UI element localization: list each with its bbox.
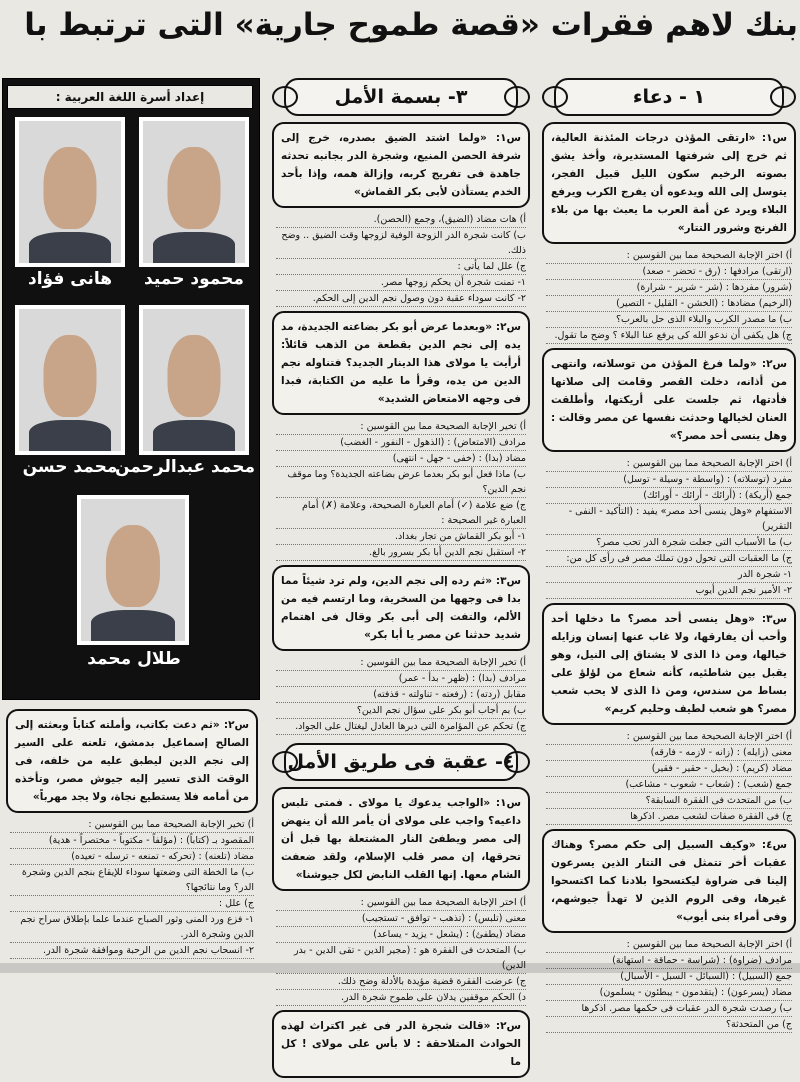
right-column xyxy=(540,70,798,1035)
answer-block xyxy=(276,895,526,1006)
answer-line: ١- تمنت شجرة أن يحكم زوجها مصر. xyxy=(276,275,526,291)
answer-line: ب) ما مصدر الكرب والبلاء الذى حل بالعرب؟ xyxy=(546,312,792,328)
page-headline: بنك لاهم فقرات «قصة طموح جارية» التى ترتبط با xyxy=(24,7,798,43)
answer-line: جمع (أريكة) : (أرائك - أرائك - أورائك) xyxy=(546,488,792,504)
answer-line: ج) علل لما يأتى : xyxy=(276,259,526,275)
answer-line: أ) هات مضاد (الضيق)، وجمع (الحصن). xyxy=(276,212,526,228)
answer-line: أ) اختر الإجابة الصحيحة مما بين القوسين : xyxy=(546,729,792,745)
answer-block xyxy=(276,655,526,735)
answer-block xyxy=(10,817,254,959)
answer-line: ب) ما الخطة التى وضعتها سوداء للإيقاع بنجم الدين وشجرة الدر؟ وما نتائجها؟ xyxy=(10,865,254,896)
answer-line: مقابل (ردته) : (رفعته - تناولته - قذفته) xyxy=(276,687,526,703)
question-box: س٣: «ثم رده إلى نجم الدين، ولم ترد شيئاً مما بدا فى وجهها من السخرية، وما ارتسم فيه من الألم، والتفت إلى أبى بكر وقال فى اهتمام شديد حدثنا عن مصر يا أبا بكر» xyxy=(272,565,530,651)
answer-line: ٢- كانت سوداء عقبة دون وصول نجم الدين إلى الحكم. xyxy=(276,291,526,307)
answer-line: ب) ماذا فعل أبو بكر بعدما عرض بضاعته الجديدة؟ وما موقف نجم الدين؟ xyxy=(276,467,526,498)
answer-line: أ) اختر الإجابة الصحيحة مما بين القوسين : xyxy=(546,456,792,472)
question-box: س٢: «وبعدما عرض أبو بكر بضاعته الجديدة، مد يده إلى نجم الدين بقطعة من الذهب قائلاً: أرأيت يا مولاى هذا الدينار الجديد؟ فتناوله نجم الدين من يده، وقرأ ما عليه من الكتابة، فبدا فى وجهه الامتعاض الشديد» xyxy=(272,311,530,415)
section-title: ٤- عقبة فى طريق الأمل xyxy=(284,743,518,781)
answer-line: د) الحكم موقفين يدلان على طموح شجرة الدر. xyxy=(276,990,526,1006)
answer-line: أ) تخير الإجابة الصحيحة مما بين القوسين : xyxy=(276,655,526,671)
answer-line: مرادف (الامتعاض) : (الذهول - النفور - الغضب) xyxy=(276,435,526,451)
author-photo xyxy=(15,117,125,267)
answer-line: جمع (السبيل) : (السبائل - السبل - الأسبال) xyxy=(546,969,792,985)
author-name: طلال محمد xyxy=(87,649,181,669)
authors-photo-panel xyxy=(2,78,260,700)
answer-block xyxy=(546,729,792,825)
author-name: محمد عبدالرحمن xyxy=(114,457,255,477)
answer-line: ج) تحكم عن المؤامرة التى دبرها العادل ليغتال على الجواد. xyxy=(276,719,526,735)
answer-line: ج) هل يكفى أن ندعو الله كى يرفع عنا البلاء ؟ وضح ما تقول. xyxy=(546,328,792,344)
face-image xyxy=(43,335,96,417)
answer-line: مضاد (كريم) : (بخيل - حقير - فقير) xyxy=(546,761,792,777)
answer-line: ١- شجرة الدر xyxy=(546,567,792,583)
answer-line: مرادف (ضراوة) : (شراسة - حماقة - استهانة) xyxy=(546,953,792,969)
answer-line: أ) تخير الإجابة الصحيحة مما بين القوسين : xyxy=(276,419,526,435)
shirt-image xyxy=(153,232,235,263)
question-box: س١: «الواجب يدعوك يا مولاى . فمتى تلبس داعيه؟ واجب على مولاى أن يأمر الله أن ينهض إلى مصر ويطفئ النار المشتعلة بها قبل أن تحرقها، إن مصر قلب الإسلام، ولقد ضعفت الشام معها. إنها القلب النابض لكل جيوشنا» xyxy=(272,787,530,891)
answer-line: مرادف (بدا) : (ظهر - بدأ - عمر) xyxy=(276,671,526,687)
answer-line: الاستفهام «وهل ينسى أحد مصر» يفيد : (التأكيد - النفى - التقرير) xyxy=(546,504,792,535)
question-box: س٢: «ولما فرغ المؤذن من توسلاته، وانتهى من أذانه، دخلت القصر وقامت إلى صلاتها فأدتها، ثم جلست على أريكتها، وأطلقت العنان لخيالها وحدثت نفسها عن مصر وقالت : وهل ينسى أحد مصر؟» xyxy=(542,348,796,452)
answer-line: مضاد (بدا) : (خفى - جهل - انتهى) xyxy=(276,451,526,467)
middle-column xyxy=(270,70,532,1082)
answer-line: أ) تخير الإجابة الصحيحة مما بين القوسين : xyxy=(10,817,254,833)
answer-line: ب) بم أجاب أبو بكر على سؤال نجم الدين؟ xyxy=(276,703,526,719)
bottom-border xyxy=(0,963,800,973)
answer-block xyxy=(546,456,792,599)
author-photo xyxy=(15,305,125,455)
answer-block xyxy=(546,937,792,1033)
answer-line: مفرد (توسلاته) : (واسطة - وسيلة - توسل) xyxy=(546,472,792,488)
answer-line: ١- أبو بكر القماش من تجار بغداد. xyxy=(276,529,526,545)
author-name: محمد حسن xyxy=(22,457,118,477)
answer-line: معنى (تلبس) : (تذهب - توافق - تستجيب) xyxy=(276,911,526,927)
answer-line: ج) ضع علامة (✓) أمام العبارة الصحيحة، وعلامة (✗) أمام العبارة غير الصحيحة : xyxy=(276,498,526,529)
answer-line: ب) رصدت شجرة الدر عقبات فى حكمها مصر. اذكرها xyxy=(546,1001,792,1017)
answer-line: أ) اختر الإجابة الصحيحة مما بين القوسين : xyxy=(546,937,792,953)
answer-line: معنى (زايله) : (زانه - لازمه - فارقه) xyxy=(546,745,792,761)
answer-line: ج) من المتحدثة؟ xyxy=(546,1017,792,1033)
answer-line: (شرور) مفردها : (شر - شرير - شرارة) xyxy=(546,280,792,296)
answer-line: ١- فزع ورد المنى وثور الصباح عندما علما بإطلاق سراح نجم الدين وشجرة الدر. xyxy=(10,912,254,943)
answer-line: ٢- استقبل نجم الدين أبا بكر بسرور بالغ. xyxy=(276,545,526,561)
author-photo xyxy=(139,117,249,267)
answer-line: ٢- انسحاب نجم الدين من الرحبة وموافقة شجرة الدر. xyxy=(10,943,254,959)
answer-line: المقصود بـ (كتاباً) : (مؤلفاً - مكتوباً - مختصراً - هدية) xyxy=(10,833,254,849)
shirt-image xyxy=(153,420,235,451)
author-name: هانى فؤاد xyxy=(27,269,112,289)
question-box: س٢: «قالت شجرة الدر فى غير اكتراث لهذه الحوادث المتلاحقة : لا بأس على مولاى ! كل ما xyxy=(272,1010,530,1078)
answer-block xyxy=(276,212,526,307)
shirt-image xyxy=(91,610,174,641)
author-photo xyxy=(77,495,189,645)
question-box: س٣: «وهل ينسى أحد مصر؟ ما دخلها أحد وأحب أن يفارقها، ولا غاب عنها إنسان وزايله خيالها، ومن ذا الذى لا يشتاق إلى النيل، وهو يقبل بين شاطئيه، كأنه شعاع من لؤلؤ على بساط من سندس، ومن ذا الذى لا يحب شعب مصر؟ هو شعب لطيف وحليم كريم» xyxy=(542,603,796,725)
face-image xyxy=(106,525,160,607)
shirt-image xyxy=(29,232,111,263)
answer-line: مضاد (يسرعون) : (يتقدمون - يبطئون - يسلمون) xyxy=(546,985,792,1001)
answer-line: أ) اختر الإجابة الصحيحة مما بين القوسين : xyxy=(276,895,526,911)
answer-line: ٢- الأمير نجم الدين أيوب xyxy=(546,583,792,599)
credit-label: إعداد أسرة اللغة العربية : xyxy=(7,85,253,109)
section-title: ٣- بسمة الأمل xyxy=(284,78,518,116)
answer-block xyxy=(276,419,526,561)
question-box: س٢: «ثم دعت بكاتب، وأملته كتاباً وبعثته إلى الصالح إسماعيل بدمشق، تلعنه على السير إلى نجم الدين ليطبق عليه من خلفه، فى الوقت الذى تسير إليه جيوش مصر، وتأخذه من أمامه فلا يستطيع نجاة، ولا يجد مهرباً» xyxy=(6,709,258,813)
answer-block xyxy=(546,248,792,344)
face-image xyxy=(167,335,220,417)
answer-line: ب) من المتحدث فى الفقرة السابقة؟ xyxy=(546,793,792,809)
section-title: ١ - دعاء xyxy=(554,78,784,116)
answer-line: ج) فى الفقرة صفات لشعب مصر. اذكرها xyxy=(546,809,792,825)
answer-line: ب) المتحدث فى الفقرة هو : (مجير الدين - تقى الدين - بدر الدين) xyxy=(276,943,526,974)
answer-line: (ارتقى) مرادفها : (رق - تحضر - صعد) xyxy=(546,264,792,280)
shirt-image xyxy=(29,420,111,451)
answer-line: ب) كانت شجرة الدر الزوجة الوفية لزوجها وقت الضيق .. وضح ذلك. xyxy=(276,228,526,259)
face-image xyxy=(167,147,220,229)
face-image xyxy=(43,147,96,229)
answer-line: ب) ما الأسباب التى جعلت شجرة الدر تحب مصر؟ xyxy=(546,535,792,551)
answer-line: جمع (شعب) : (شعاب - شعوب - مشاعب) xyxy=(546,777,792,793)
question-box: س١: «ولما اشتد الضيق بصدره، خرج إلى شرفة الحصن المنيع، وشجرة الدر بجانبه تحدثه جاهدة فى تفريج كربه، وإزالة همه، وإذا بأحد الخدم يستأذن لأبى بكر القماش» xyxy=(272,122,530,208)
answer-line: ج) علل : xyxy=(10,896,254,912)
answer-line: ج) ما العقبات التى تحول دون تملك مصر فى رأى كل من: xyxy=(546,551,792,567)
question-box: س٤: «وكيف السبيل إلى حكم مصر؟ وهناك عقبات أخر تتمثل فى التتار الذين يسرعون إلينا فى ضراوة ليكتسحوا بلادنا كما اكتسحوا غيرها، وفى الروم الذين لا تهدأ جيوشهم، وفى أمراء بنى أيوب» xyxy=(542,829,796,933)
answer-line: (الرخيم) مضادها : (الخشن - القليل - التصير) xyxy=(546,296,792,312)
answer-line: مضاد (يطفئ) : (يشعل - يزيد - يساعد) xyxy=(276,927,526,943)
left-column-question xyxy=(4,705,260,961)
answer-line: أ) اختر الإجابة الصحيحة مما بين القوسين : xyxy=(546,248,792,264)
author-name: محمود حميد xyxy=(144,269,244,289)
answer-line: ج) عرضت الفقرة قضية مؤيدة بالأدلة وضح ذلك. xyxy=(276,974,526,990)
answer-line: مضاد (تلعنه) : (تحركه - تمنعه - ترسله - تعيده) xyxy=(10,849,254,865)
question-box: س١: «ارتقى المؤذن درجات المئذنة العالية، ثم خرج إلى شرفتها المستديرة، وأخذ يشق بصوته الرخيم سكون الليل قبيل الفجر، يتوسل إلى الله ويدعوه أن يفرج الكرب ويرفع البلاء ويرد عن أمة العرب ما يعبث بها من بلاء الفرنج وشرور التتار» xyxy=(542,122,796,244)
author-photo xyxy=(139,305,249,455)
